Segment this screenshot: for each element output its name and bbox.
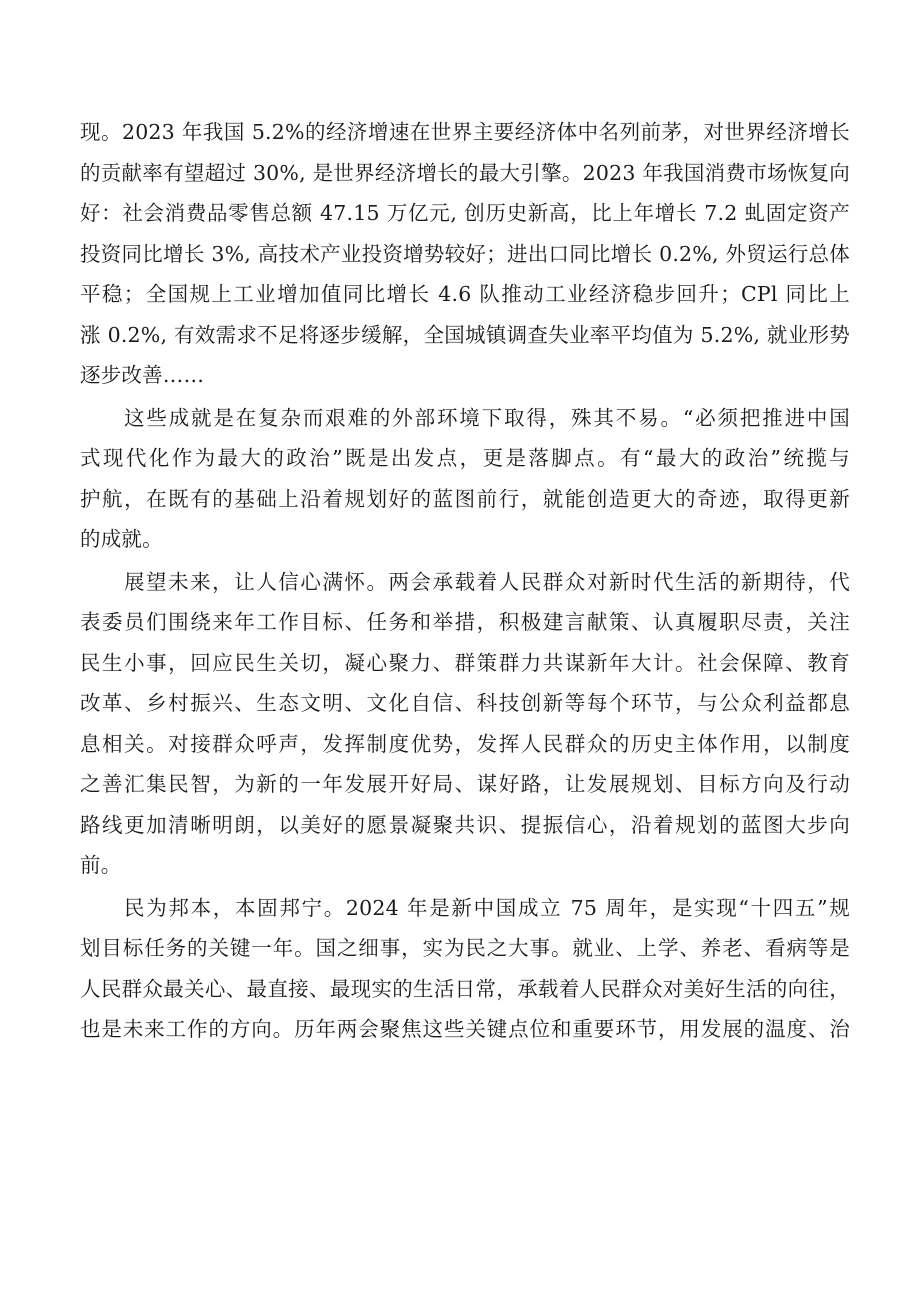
text-line: 投资同比增长 3%, 高技术产业投资增势较好；进出口同比增长 0.2%, 外贸运行总体: [80, 241, 850, 266]
text-line: 这些成就是在复杂而艰难的外部环境下取得，殊其不易。“必须把推进中国: [124, 405, 850, 430]
text-line: 的贡献率有望超过 30%, 是世界经济增长的最大引擎。2023 年我国消费市场恢复向: [80, 160, 850, 185]
text-line: 好：社会消费品零售总额 47.15 万亿元, 创历史新高，比上年增长 7.2 虬固定资产: [80, 201, 850, 225]
paragraph: [80, 112, 850, 396]
text-line: 前。: [80, 853, 122, 877]
text-line: 改革、乡村振兴、生态文明、文化自信、科技创新等每个环节，与公众利益都息: [80, 691, 850, 715]
text-line: 的成就。: [80, 527, 163, 551]
text-line: 路线更加清晰明朗，以美好的愿景凝聚共识、提振信心，沿着规划的蓝图大步向: [80, 812, 850, 837]
text-line: 划目标任务的关键一年。国之细事，实为民之大事。就业、上学、养老、看病等是: [80, 936, 850, 960]
text-line: 逐步改善……: [80, 363, 205, 387]
text-line: 平稳；全国规上工业增加值同比增长 4.6 队推动工业经济稳步回升；CPl 同比上: [80, 282, 850, 306]
text-line: 表委员们围绕来年工作目标、任务和举措，积极建言献策、认真履职尽责，关注: [80, 610, 850, 634]
paragraph: [80, 562, 850, 886]
paragraph: [80, 888, 850, 1050]
text-line: 护航，在既有的基础上沿着规划好的蓝图前行，就能创造更大的奇迹，取得更新: [80, 486, 850, 511]
text-line: 也是未来工作的方向。历年两会聚焦这些关键点位和重要环节，用发展的温度、治: [80, 1017, 850, 1041]
text-line: 展望未来，让人信心满怀。两会承载着人民群众对新时代生活的新期待，代: [124, 569, 850, 594]
text-line: 之善汇集民智，为新的一年发展开好局、谋好路，让发展规划、目标方向及行动: [80, 772, 850, 796]
text-line: 涨 0.2%, 有效需求不足将逐步缓解，全国城镇调查失业率平均值为 5.2%, 就业形势: [80, 322, 850, 347]
text-line: 息相关。对接群众呼声，发挥制度优势，发挥人民群众的历史主体作用，以制度: [80, 731, 850, 756]
text-line: 式现代化作为最大的政治”既是出发点，更是落脚点。有“最大的政治”统揽与: [80, 446, 850, 470]
text-line: 民为邦本，本固邦宁。2024 年是新中国成立 75 周年，是实现“十四五”规: [124, 895, 850, 920]
paragraph: [80, 398, 850, 560]
text-line: 人民群众最关心、最直接、最现实的生活日常，承载着人民群众对美好生活的向往，: [80, 976, 850, 1001]
document-body: [80, 112, 850, 1050]
text-line: 现。2023 年我国 5.2%的经济增速在世界主要经济体中名列前茅，对世界经济增长: [80, 120, 850, 144]
text-line: 民生小事，回应民生关切，凝心聚力、群策群力共谋新年大计。社会保障、教育: [80, 650, 850, 675]
